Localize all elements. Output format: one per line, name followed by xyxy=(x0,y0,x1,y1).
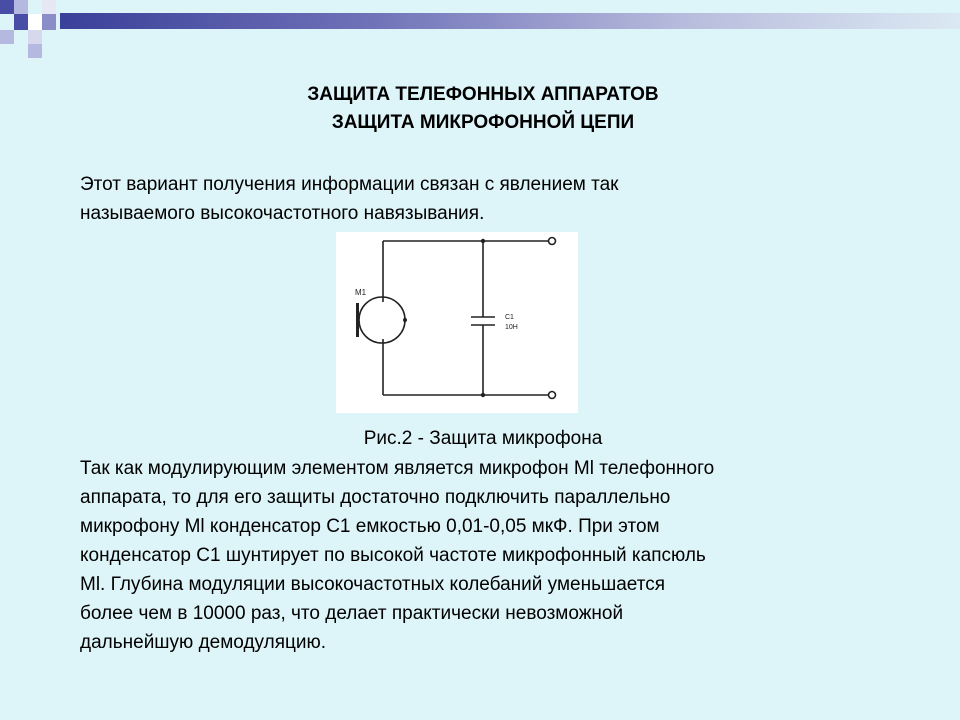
capacitor-value-label: 10H xyxy=(505,324,518,331)
decor-square xyxy=(0,30,14,44)
mic-label: M1 xyxy=(355,288,367,297)
body-line: Так как модулирующим элементом является микрофон Ml телефонного xyxy=(80,458,715,479)
intro-line-1: Этот вариант получения информации связан с явлением так xyxy=(80,174,619,195)
circuit-diagram xyxy=(336,232,578,413)
junction-dot-top xyxy=(481,239,485,243)
body-line: более чем в 10000 раз, что делает практически невозможной xyxy=(80,603,624,624)
body-line: Ml. Глубина модуляции высокочастотных колебаний уменьшается xyxy=(80,574,666,595)
intro-paragraph xyxy=(80,170,880,228)
microphone-contact xyxy=(403,318,407,322)
decor-square xyxy=(42,14,56,30)
terminal-top xyxy=(549,238,556,245)
decor-square xyxy=(14,14,28,30)
decor-square xyxy=(14,0,28,14)
figure-caption: Рис.2 - Защита микрофона xyxy=(363,428,603,449)
circuit-svg xyxy=(336,232,578,413)
slide-title xyxy=(0,81,960,137)
body-paragraph xyxy=(80,454,900,657)
microphone-symbol xyxy=(359,297,405,343)
microphone-diaphragm xyxy=(356,303,359,337)
body-line: конденсатор С1 шунтирует по высокой частоте микрофонный капсюль xyxy=(80,545,706,566)
body-line: аппарата, то для его защиты достаточно подключить параллельно xyxy=(80,487,671,508)
decor-square xyxy=(28,14,42,30)
title-line-1: ЗАЩИТА ТЕЛЕФОННЫХ АППАРАТОВ xyxy=(307,84,659,105)
decor-square xyxy=(0,0,14,14)
title-line-2: ЗАЩИТА МИКРОФОННОЙ ЦЕПИ xyxy=(331,112,635,133)
decor-square xyxy=(42,0,56,14)
intro-line-2: называемого высокочастотного навязывания. xyxy=(80,203,485,224)
junction-dot-bottom xyxy=(481,393,485,397)
decor-square xyxy=(28,44,42,58)
body-line: микрофону Ml конденсатор С1 емкостью 0,01-0,05 мкФ. При этом xyxy=(80,516,660,537)
capacitor-label: C1 xyxy=(505,314,514,321)
decor-square xyxy=(28,30,42,44)
header-gradient-bar xyxy=(60,13,960,29)
terminal-bottom xyxy=(549,392,556,399)
body-line: дальнейшую демодуляцию. xyxy=(80,632,327,653)
